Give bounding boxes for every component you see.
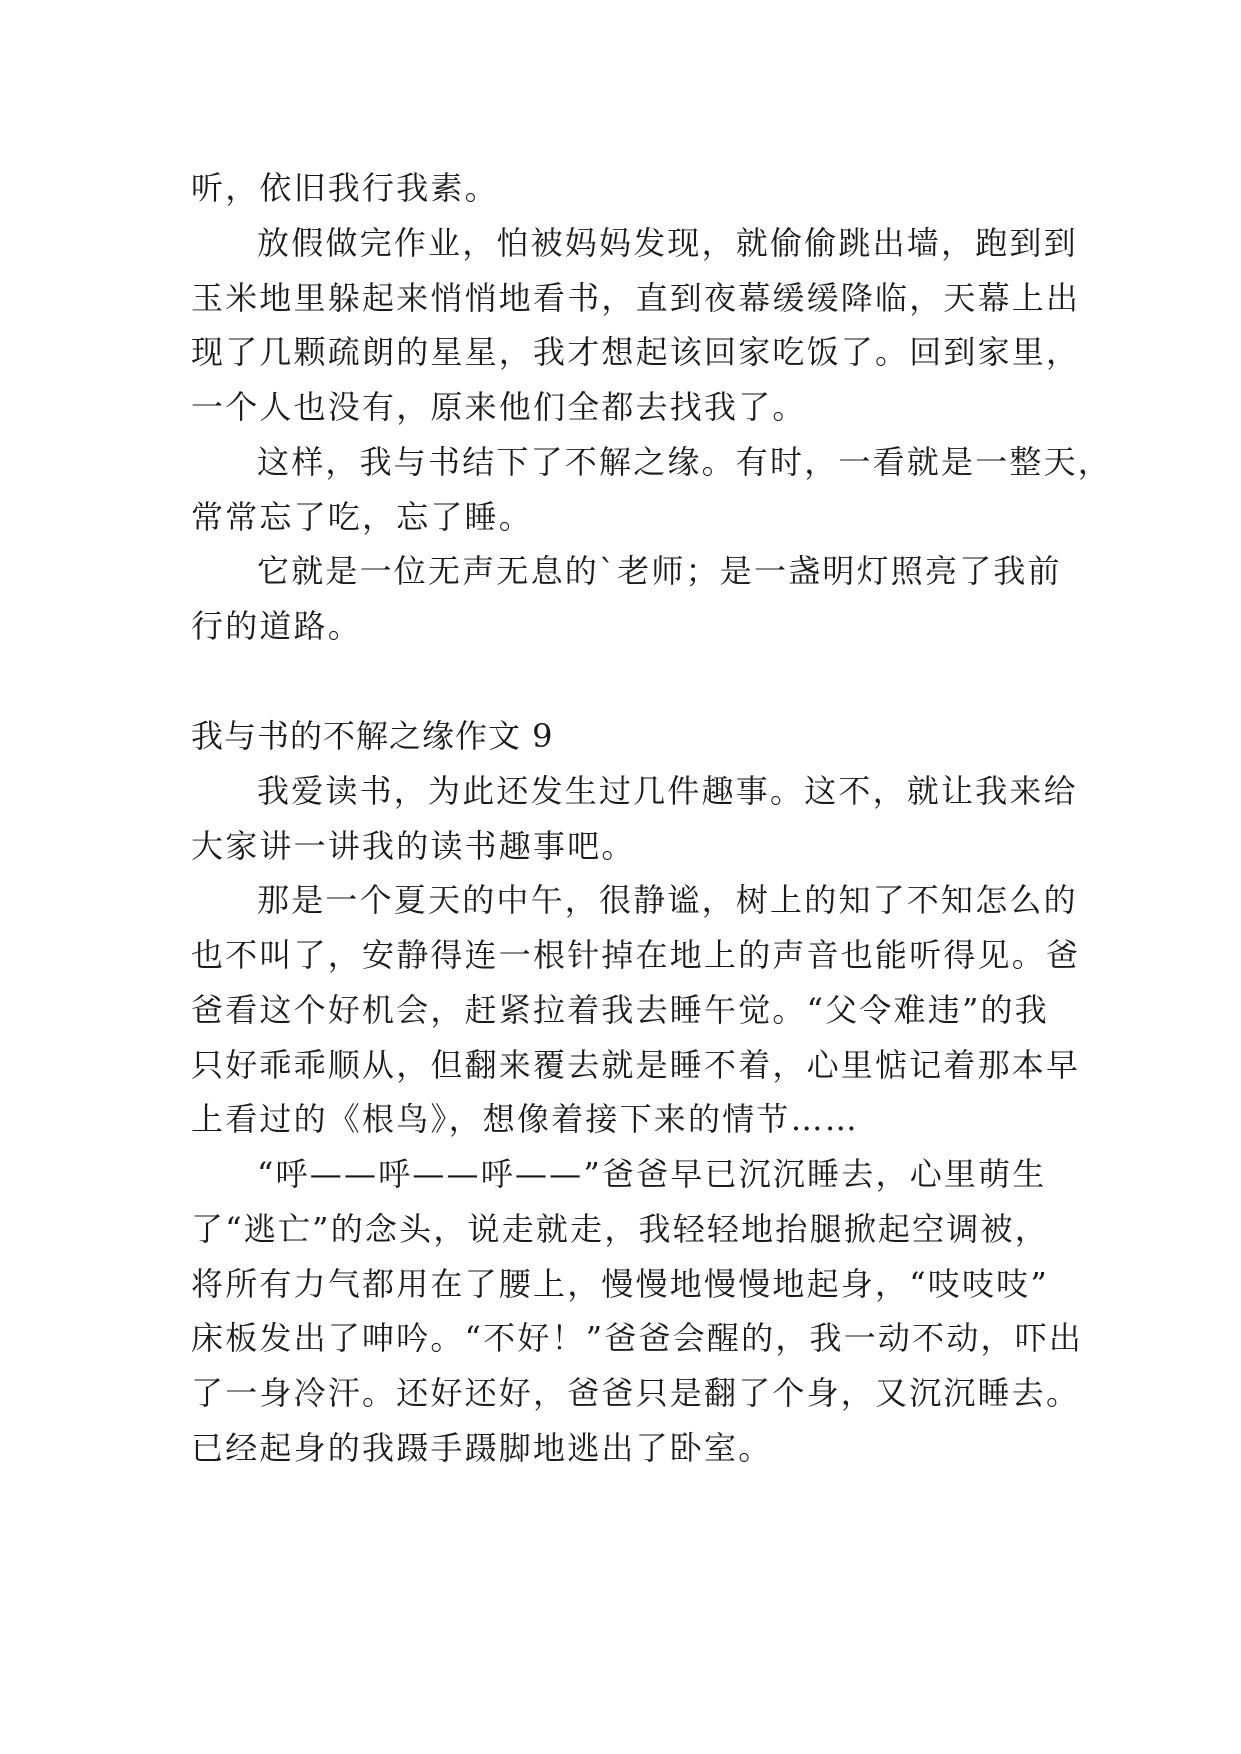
paragraph-line: 将所有力气都用在了腰上，慢慢地慢慢地起身，“吱吱吱” <box>191 1265 1049 1303</box>
paragraph-line: 我爱读书，为此还发生过几件趣事。这不，就让我来给 <box>257 772 1078 810</box>
paragraph-line: 行的道路。 <box>191 607 363 645</box>
paragraph-line: 爸看这个好机会，赶紧拉着我去睡午觉。“父令难违”的我 <box>191 991 1049 1029</box>
paragraph-line: 玉米地里躲起来悄悄地看书，直到夜幕缓缓降临，天幕上出 <box>191 279 1081 317</box>
paragraph-line: “呼——呼——呼——”爸爸早已沉沉睡去，心里萌生 <box>257 1155 1047 1193</box>
paragraph-line: 现了几颗疏朗的星星，我才想起该回家吃饭了。回到家里， <box>191 333 1081 371</box>
paragraph-line: 这样，我与书结下了不解之缘。有时，一看就是一整天， <box>257 443 1113 481</box>
paragraph-line: 听，依旧我行我素。 <box>191 169 499 207</box>
paragraph-line: 那是一个夏天的中午，很静谧，树上的知了不知怎么的 <box>257 881 1078 919</box>
paragraph-line: 只好乖乖顺从，但翻来覆去就是睡不着，心里惦记着那本早 <box>191 1046 1081 1084</box>
paragraph-line: 上看过的《根鸟》，想像着接下来的情节…… <box>191 1100 860 1138</box>
paragraph-line: 放假做完作业，怕被妈妈发现，就偷偷跳出墙，跑到到 <box>257 224 1078 262</box>
section-heading: 我与书的不解之缘作文 9 <box>191 717 554 755</box>
paragraph-line: 了“逃亡”的念头，说走就走，我轻轻地抬腿掀起空调被， <box>191 1210 1049 1248</box>
paragraph-line: 大家讲一讲我的读书趣事吧。 <box>191 827 636 865</box>
paragraph-line: 已经起身的我蹑手蹑脚地逃出了卧室。 <box>191 1429 773 1467</box>
paragraph-line: 它就是一位无声无息的`老师；是一盏明灯照亮了我前 <box>257 552 1062 590</box>
paragraph-line: 也不叫了，安静得连一根针掉在地上的声音也能听得见。爸 <box>191 936 1081 974</box>
paragraph-line: 常常忘了吃，忘了睡。 <box>191 498 534 536</box>
paragraph-line: 一个人也没有，原来他们全都去找我了。 <box>191 388 807 426</box>
paragraph-line: 了一身冷汗。还好还好，爸爸只是翻了个身，又沉沉睡去。 <box>191 1374 1081 1412</box>
paragraph-line: 床板发出了呻吟。“不好！”爸爸会醒的，我一动不动，吓出 <box>191 1319 1084 1357</box>
